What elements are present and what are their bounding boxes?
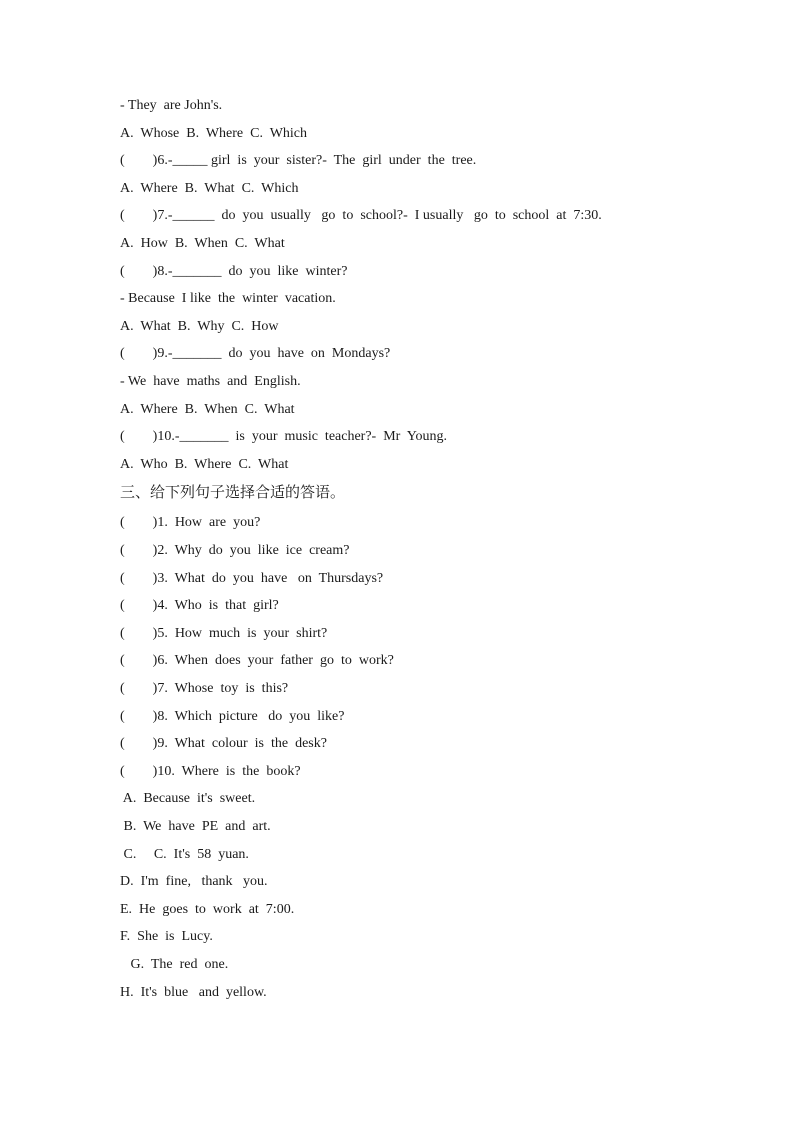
question-9: ( )9.-_______ do you have on Mondays? [120, 346, 391, 361]
section-3-question-5: ( )5. How much is your shirt? [120, 626, 328, 641]
answer-option-a: A. Because it's sweet. [120, 791, 256, 806]
section-3-question-6: ( )6. When does your father go to work? [120, 653, 394, 668]
answer-option-c: C. C. It's 58 yuan. [120, 847, 249, 862]
question-8-answer-line: - Because I like the winter vacation. [120, 291, 336, 306]
section-3-question-10: ( )10. Where is the book? [120, 764, 301, 779]
question-7-options: A. How B. When C. What [120, 236, 285, 251]
question-6-options: A. Where B. What C. Which [120, 181, 299, 196]
section-3-question-8: ( )8. Which picture do you like? [120, 709, 345, 724]
question-8: ( )8.-_______ do you like winter? [120, 264, 348, 279]
section-3-question-7: ( )7. Whose toy is this? [120, 681, 289, 696]
question-5-answer-line: - They are John's. [120, 98, 223, 113]
section-3-question-3: ( )3. What do you have on Thursdays? [120, 571, 384, 586]
section-3-question-1: ( )1. How are you? [120, 515, 261, 530]
answer-option-b: B. We have PE and art. [120, 819, 271, 834]
section-3-question-4: ( )4. Who is that girl? [120, 598, 279, 613]
answer-option-g: G. The red one. [120, 957, 229, 972]
question-6: ( )6.-_____ girl is your sister?- The girl under the tree. [120, 153, 477, 168]
question-7: ( )7.-______ do you usually go to school?- I usually go to school at 7:30. [120, 208, 602, 223]
section-3-heading: 三、给下列句子选择合适的答语。 [120, 483, 346, 501]
answer-option-f: F. She is Lucy. [120, 929, 213, 944]
question-5-options: A. Whose B. Where C. Which [120, 126, 308, 141]
question-8-options: A. What B. Why C. How [120, 319, 279, 334]
question-9-options: A. Where B. When C. What [120, 402, 295, 417]
answer-option-d: D. I'm fine, thank you. [120, 874, 268, 889]
answer-option-h: H. It's blue and yellow. [120, 985, 267, 1000]
question-9-answer-line: - We have maths and English. [120, 374, 301, 389]
answer-option-e: E. He goes to work at 7:00. [120, 902, 295, 917]
question-10: ( )10.-_______ is your music teacher?- Mr Young. [120, 429, 448, 444]
question-10-options: A. Who B. Where C. What [120, 457, 289, 472]
section-3-question-2: ( )2. Why do you like ice cream? [120, 543, 350, 558]
section-3-question-9: ( )9. What colour is the desk? [120, 736, 327, 751]
